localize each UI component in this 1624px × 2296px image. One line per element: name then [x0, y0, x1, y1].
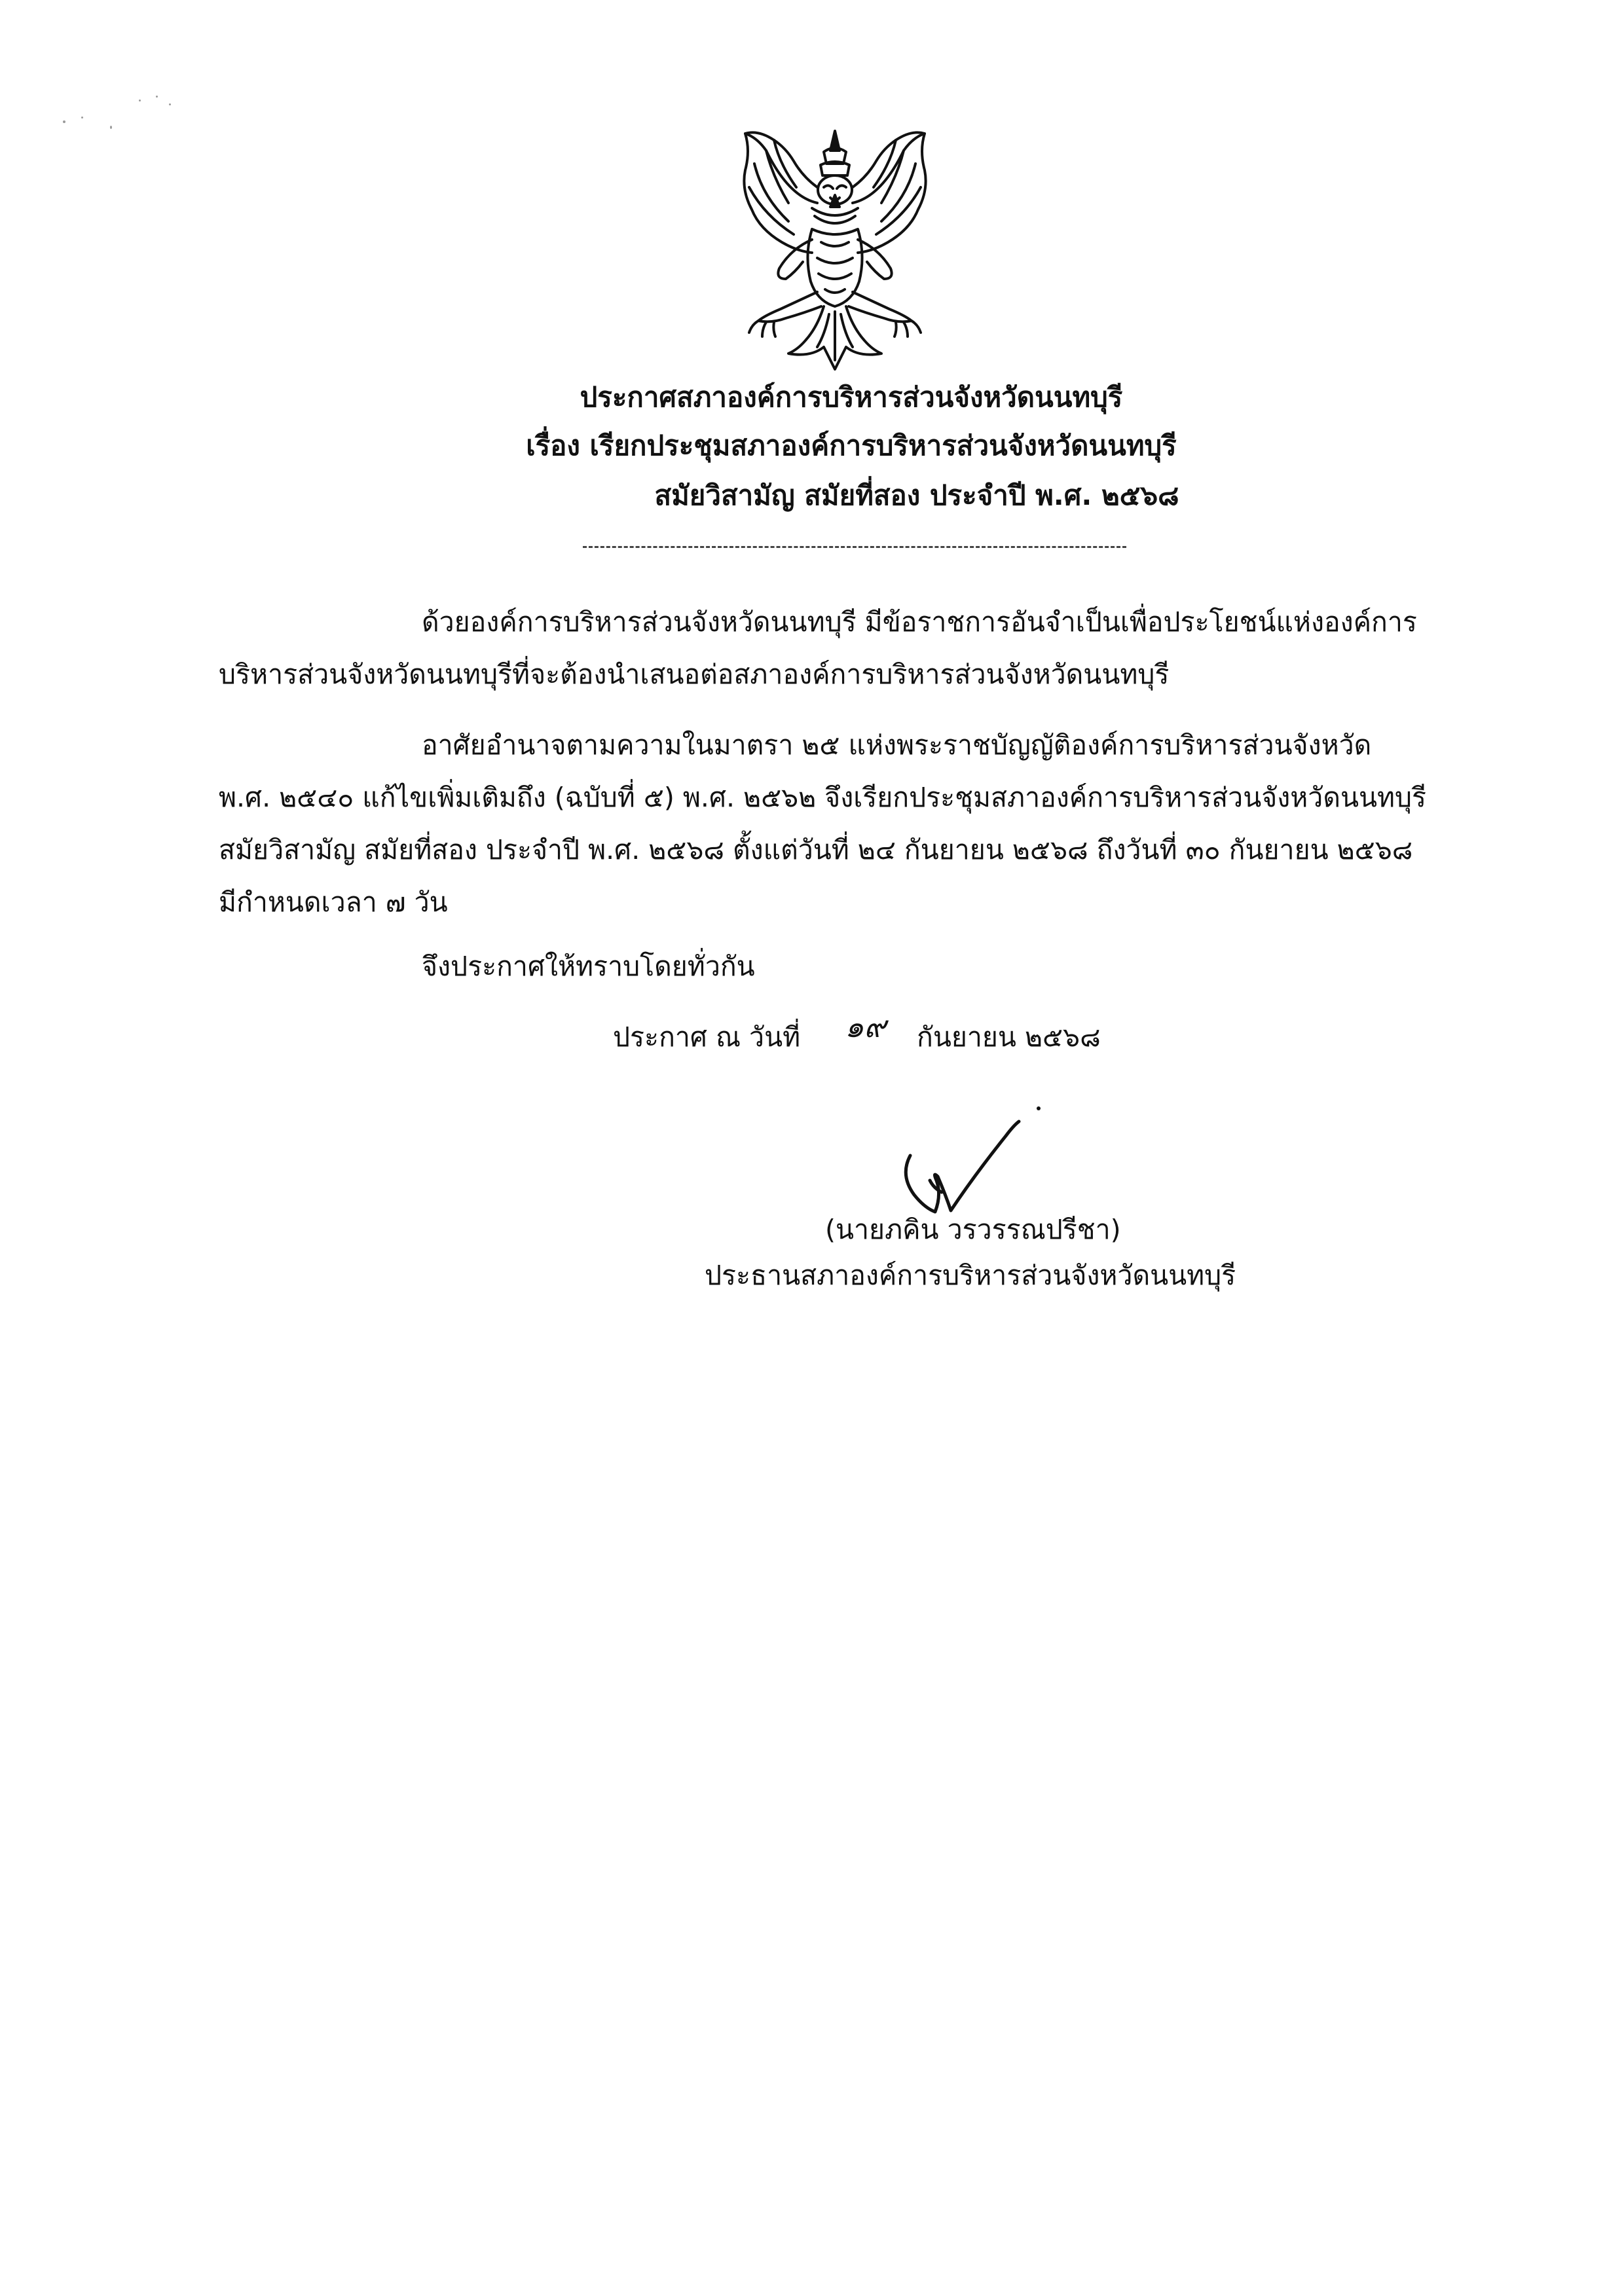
paragraph-1-line-2: บริหารส่วนจังหวัดนนทบุรีที่จะต้องนำเสนอต่อสภาองค์การบริหารส่วนจังหวัดนนทบุรี: [219, 659, 1170, 690]
scan-speck: [63, 120, 65, 123]
garuda-emblem: [726, 124, 944, 372]
signatory-name: (นายภคิน วรวรรณปรีชา): [825, 1214, 1121, 1245]
header-session: สมัยวิสามัญ สมัยที่สอง ประจำปี พ.ศ. ๒๕๖๘: [654, 479, 1179, 511]
scan-speck: [110, 126, 112, 129]
paragraph-3: จึงประกาศให้ทราบโดยทั่วกัน: [422, 951, 755, 982]
dateline-day: ๑๙: [845, 1009, 886, 1044]
paragraph-2-line-2: พ.ศ. ๒๕๔๐ แก้ไขเพิ่มเติมถึง (ฉบับที่ ๕) พ.ศ. ๒๕๖๒ จึงเรียกประชุมสภาองค์การบริหารส่วนจังหวัดนนทบุรี: [219, 782, 1427, 813]
dateline-prefix: ประกาศ ณ วันที่: [613, 1021, 801, 1053]
header-divider: [583, 546, 1126, 548]
header-subject: เรื่อง เรียกประชุมสภาองค์การบริหารส่วนจังหวัดนนทบุรี: [526, 429, 1177, 462]
paragraph-1-line-1: ด้วยองค์การบริหารส่วนจังหวัดนนทบุรี มีข้อราชการอันจำเป็นเพื่อประโยชน์แห่งองค์การ: [422, 606, 1417, 638]
scan-speck: [81, 117, 83, 118]
scan-speck: [156, 96, 158, 98]
paragraph-2-line-1: อาศัยอำนาจตามความในมาตรา ๒๕ แห่งพระราชบัญญัติองค์การบริหารส่วนจังหวัด: [422, 729, 1372, 761]
signatory-title: ประธานสภาองค์การบริหารส่วนจังหวัดนนทบุรี: [705, 1260, 1236, 1291]
header-title: ประกาศสภาองค์การบริหารส่วนจังหวัดนนทบุรี: [580, 381, 1123, 413]
paragraph-2-line-3: สมัยวิสามัญ สมัยที่สอง ประจำปี พ.ศ. ๒๕๖๘ ตั้งแต่วันที่ ๒๔ กันยายน ๒๕๖๘ ถึงวันที่ ๓๐ กันยายน ๒๕๖๘: [219, 834, 1413, 866]
paragraph-2-line-4: มีกำหนดเวลา ๗ วัน: [219, 886, 448, 918]
scan-speck: [139, 100, 141, 101]
handwritten-signature: [896, 1103, 1053, 1221]
scan-speck: [169, 103, 171, 105]
dateline-month-year: กันยายน ๒๕๖๘: [917, 1021, 1101, 1053]
